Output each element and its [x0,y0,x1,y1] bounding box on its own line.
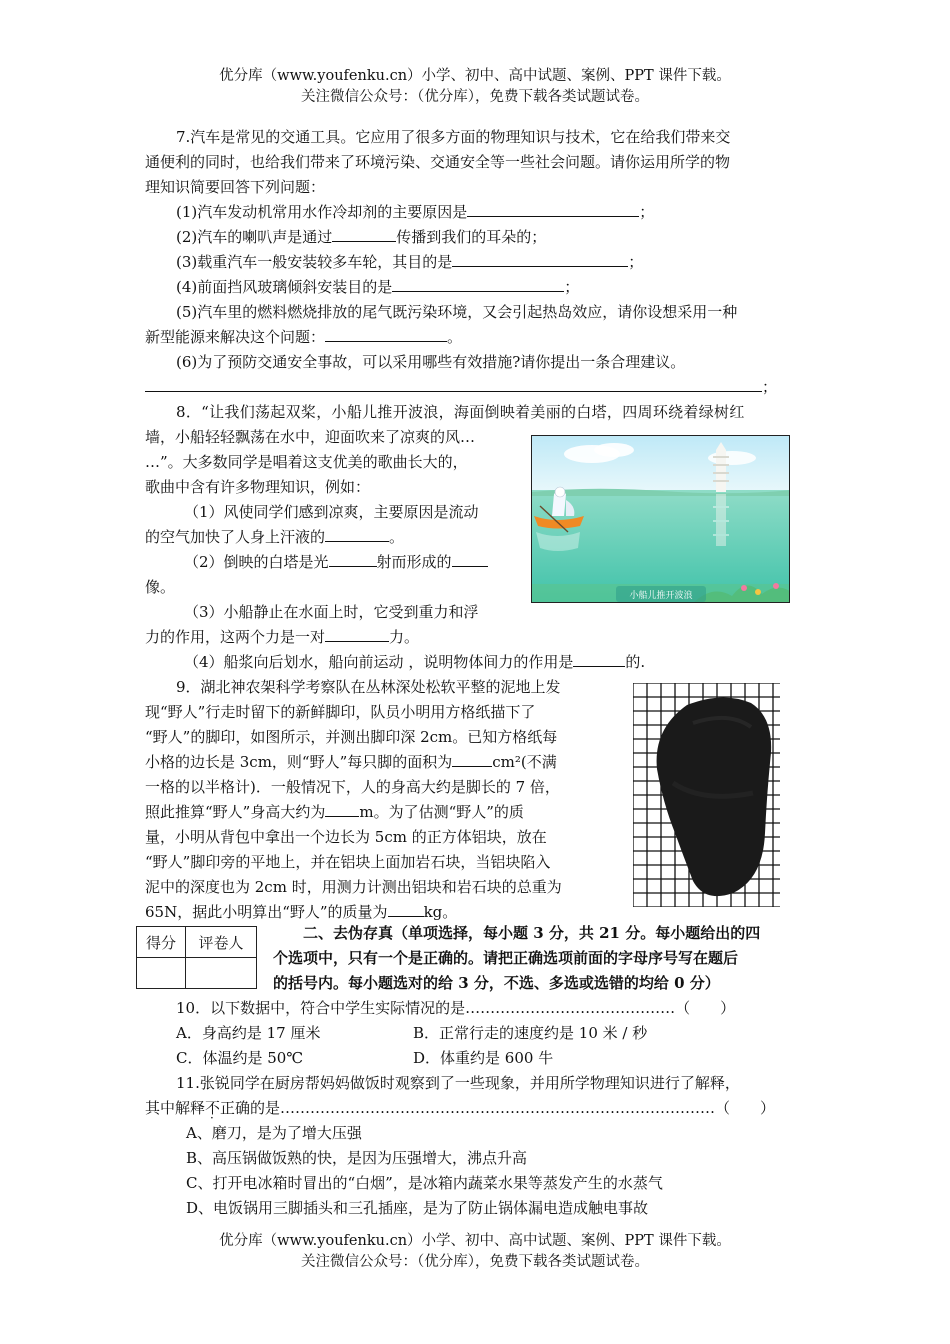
q10-stem: 10．以下数据中，符合中学生实际情况的是……………………………………（ ） [176,999,736,1017]
q7-part3-blank[interactable] [452,252,628,267]
q9-line5: 一格的以半格计)．一般情况下，人的身高大约是脚长的 7 倍， [145,778,560,796]
q9-line4 [145,751,557,773]
q7-part5-blank[interactable] [325,327,447,342]
q7-intro-line3: 理知识简要回答下列问题： [145,178,326,196]
q9-line2: 现“野人”行走时留下的新鲜脚印，队员小明用方格纸描下了 [145,703,536,721]
q7-part5-line1: (5)汽车里的燃料燃烧排放的尾气既污染环境，又会引起热岛效应，请你设想采用一种 [176,303,738,321]
q7-part1-blank[interactable] [467,202,639,217]
boat-lake-illustration [531,435,790,603]
q8-line1: 8．“让我们荡起双桨，小船儿推开波浪，海面倒映着美丽的白塔，四周环绕着绿树红 [176,403,745,421]
q8-line7-text-a: （2）倒映的白塔是光 [184,553,329,571]
q7-part3-text: (3)载重汽车一般安装较多车轮，其目的是 [176,253,453,271]
q8-line11-end: 的. [625,653,646,671]
q8-line5: （1）风使同学们感到凉爽，主要原因是流动 [184,503,479,521]
q9-line10 [145,901,457,923]
q7-part6: (6)为了预防交通安全事故，可以采用哪些有效措施?请你提出一条合理建议。 [176,353,686,371]
page-header-line2: 关注微信公众号：（优分库），免费下载各类试题试卷。 [301,89,649,105]
q7-part1 [176,201,654,223]
q7-part3-end: ； [628,253,644,271]
q7-part4 [176,276,579,298]
q7-part1-text: (1)汽车发动机常用水作冷却剂的主要原因是 [176,203,468,221]
q8-blank-reflection[interactable] [329,552,377,567]
q7-part2-text-a: (2)汽车的喇叭声是通过 [176,228,333,246]
q9-line7: 量，小明从背包中拿出一个边长为 5cm 的正方体铝块，放在 [145,828,547,846]
illustration-caption: 小船儿推开波浪 [629,591,693,601]
q7-part4-text: (4)前面挡风玻璃倾斜安装目的是 [176,278,393,296]
q8-blank-mutual[interactable] [573,652,625,667]
q8-line7-text-b: 射而形成的 [376,553,452,571]
q11-stem-text-c: 的是……………………………………………………………………………（ ） [250,1099,776,1117]
q8-line2: 墙，小船轻轻飘荡在水中，迎面吹来了凉爽的风… [145,428,476,446]
q8-line11-text: （4）船浆向后划水，船向前运动 ，说明物体间力的作用是 [184,653,574,671]
q9-line4-end: cm²(不满 [492,753,557,771]
q7-part6-answer-line [145,376,777,398]
q7-part6-end: ； [762,378,778,396]
page-header-line1: 优分库（www.youfenku.cn）小学、初中、高中试题、案例、PPT 课件下载。 [219,68,731,84]
q7-part2 [176,226,546,248]
q7-part1-end: ； [639,203,655,221]
q8-line4: 歌曲中含有许多物理知识，例如： [145,478,371,496]
score-cell[interactable] [137,958,186,989]
q7-part5-line2 [145,326,462,348]
q8-line8: 像。 [145,578,176,596]
q9-line1: 9．湖北神农架科学考察队在丛林深处松软平整的泥地上发 [176,678,561,696]
q9-line10-end: kg。 [423,903,458,921]
footprint-grid-figure [633,683,780,907]
q7-part5-text: 新型能源来解决这个问题： [145,328,326,346]
page-footer-line1: 优分库（www.youfenku.cn）小学、初中、高中试题、案例、PPT 课件下载。 [219,1233,731,1249]
q11-stem-line2 [145,1097,775,1119]
q11-option-d[interactable]: D、电饭锅用三脚插头和三孔插座，是为了防止锅体漏电造成触电事故 [186,1199,649,1217]
q7-part3 [176,251,643,273]
q8-blank-image[interactable] [452,552,488,567]
grader-label: 评卷人 [186,927,257,958]
q7-intro-line2: 通便利的同时，也给我们带来了环境污染、交通安全等一些社会问题。请你运用所学的物 [145,153,731,171]
q10-option-d[interactable]: D．体重约是 600 牛 [413,1049,554,1067]
q9-blank-area[interactable] [452,752,492,767]
q7-part2-blank[interactable] [332,227,396,242]
grader-cell[interactable] [186,958,257,989]
q11-option-b[interactable]: B、高压锅做饭熟的快，是因为压强增大，沸点升高 [186,1149,528,1167]
q11-stem-line1: 11.张锐同学在厨房帮妈妈做饭时观察到了一些现象，并用所学物理知识进行了解释， [176,1074,740,1092]
q9-line10-text: 65N，据此小明算出“野人”的质量为 [145,903,388,921]
score-table [136,926,257,989]
q8-line10-text: 力的作用，这两个力是一对 [145,628,326,646]
q9-line6-end: m。为了估测“野人”的质 [359,803,524,821]
q9-line6 [145,801,524,823]
q10-option-a[interactable]: A．身高约是 17 厘米 [176,1024,321,1042]
q8-line9: （3）小船静止在水面上时，它受到重力和浮 [184,603,479,621]
q8-line6-end: 。 [389,528,405,546]
q9-line4-text: 小格的边长是 3cm，则“野人”每只脚的面积为 [145,753,453,771]
q9-line8: “野人”脚印旁的平地上，并在铝块上面加岩石块，当铝块陷入 [145,853,551,871]
q7-part6-blank[interactable] [145,377,762,392]
q8-line10-end: 力。 [389,628,420,646]
section2-title-line1: 二、去伪存真（单项选择，每小题 3 分，共 21 分。每小题给出的四 [303,924,761,942]
q11-option-c[interactable]: C、打开电冰箱时冒出的“白烟”，是冰箱内蔬菜水果等蒸发产生的水蒸气 [186,1174,663,1192]
q8-blank-force[interactable] [325,627,389,642]
q9-line3: “野人”的脚印，如图所示，并测出脚印深 2cm。已知方格纸每 [145,728,558,746]
q8-line10 [145,626,419,648]
q8-line7 [184,551,488,573]
q9-line6-text: 照此推算“野人”身高大约为 [145,803,326,821]
section2-title-line3: 的括号内。每小题选对的给 3 分，不选、多选或选错的均给 0 分） [273,974,720,992]
page-footer-line2: 关注微信公众号：（优分库），免费下载各类试题试卷。 [301,1254,649,1270]
q10-option-b[interactable]: B．正常行走的速度约是 10 米 / 秒 [413,1024,648,1042]
section2-title-line2: 个选项中，只有一个是正确的。请把正确选项前面的字母序号写在题后 [273,949,739,967]
q9-line9: 泥中的深度也为 2cm 时，用测力计测出铝块和岩石块的总重为 [145,878,562,896]
q11-emphasis: 不正确 [205,1099,251,1117]
q8-line6 [145,526,404,548]
q7-part5-end: 。 [447,328,463,346]
q9-blank-height[interactable] [325,802,359,817]
q7-part4-end: ； [564,278,580,296]
q7-part4-blank[interactable] [392,277,564,292]
boat-lake-scene [532,436,790,603]
score-label: 得分 [137,927,186,958]
q8-blank-sweat[interactable] [325,527,389,542]
q11-option-a[interactable]: A、磨刀，是为了增大压强 [186,1124,362,1142]
q8-line3: …”。大多数同学是唱着这支优美的歌曲长大的， [145,453,468,471]
footprint-grid-svg [633,683,780,907]
q7-intro-line1: 7.汽车是常见的交通工具。它应用了很多方面的物理知识与技术，它在给我们带来交 [176,128,731,146]
q8-line11 [184,651,645,673]
q8-line6-text: 的空气加快了人身上汗液的 [145,528,326,546]
q9-blank-mass[interactable] [388,902,424,917]
q7-part2-text-b: 传播到我们的耳朵的； [396,228,547,246]
q11-stem-text-a: 其中解释 [145,1099,206,1117]
q10-option-c[interactable]: C．体温约是 50℃ [176,1049,304,1067]
